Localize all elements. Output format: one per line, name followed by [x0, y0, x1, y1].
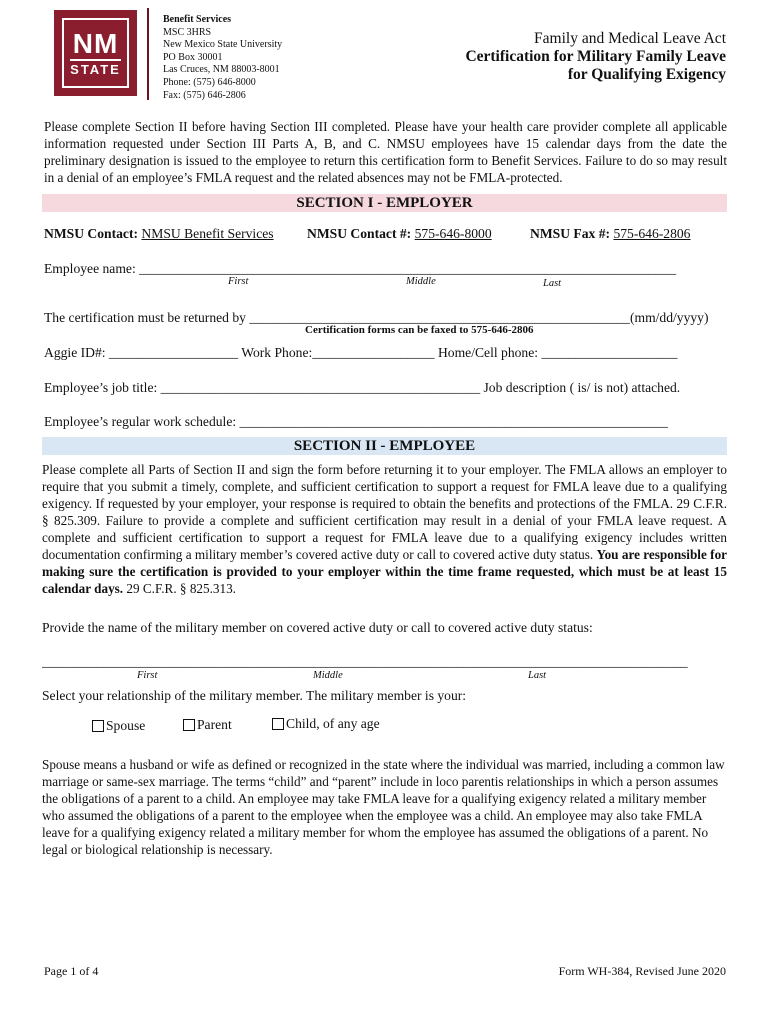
logo-state-text: STATE [70, 59, 121, 76]
address-block [163, 14, 282, 102]
fax-label: NMSU Fax #: [530, 226, 611, 241]
form-title [465, 30, 726, 84]
logo-nm-text: NM [72, 28, 119, 59]
address-line: New Mexico State University [163, 39, 283, 51]
contact-value: NMSU Benefit Services [141, 226, 274, 241]
address-line: Las Cruces, NM 88003-8001 [163, 64, 280, 76]
form-revision: Form WH-384, Revised June 2020 [558, 964, 726, 978]
parent-label: Parent [197, 717, 232, 732]
military-first-label: First [137, 670, 158, 681]
work-schedule-field[interactable]: Employee’s regular work schedule: _______________________________________________________________ [44, 414, 668, 429]
responsibility-text: You are responsible for making sure the certification is provided to your employer within the time frame requested, which must be at least 15 calendar days. [42, 547, 728, 596]
page-number: Page 1 of 4 [44, 964, 99, 978]
intro-paragraph: Please complete Section II before having Section III completed. Please have your health care provider complete all applicable information requested under Section III Parts A, B, and C. NMSU employees have 15 calendar days from the date the preliminary designation is issued to the employee to return this certification form to Benefit Services. Failure to do so may result in a denial of an employee’s FMLA request and the related absences may not be FMLA-protected. [44, 119, 727, 185]
contact-number-value: 575-646-8000 [414, 226, 492, 241]
parent-checkbox[interactable] [183, 717, 232, 733]
header-divider [147, 8, 149, 100]
address-line: MSC 3HRS [163, 26, 212, 38]
nmsu-contact-number [307, 226, 492, 242]
military-middle-label: Middle [313, 670, 343, 681]
name-last-label: Last [543, 278, 562, 289]
checkbox-icon[interactable] [272, 718, 284, 730]
nmsu-logo [54, 10, 137, 96]
spouse-label: Spouse [106, 718, 146, 733]
section-2-header: SECTION II - EMPLOYEE [42, 437, 727, 455]
employee-name-field[interactable]: Employee name: _______________________________________________________________________________ [44, 261, 677, 276]
section-2-text: Please complete all Parts of Section II and sign the form before returning it to your employer. The FMLA allows an employer to require that you submit a timely, complete, and sufficient certification to support a request for FMLA leave due to a qualifying exigency. If requested by your employer, your response is required to obtain the benefits and protections of the FMLA. 29 C.F.R. § 825.309. Failure to provide a complete and sufficient certification may result in a denial of your FMLA leave request. A complete and sufficient certification to support a request for FMLA leave due to a qualifying exigency includes written documentation confirming a military member’s covered active duty or call to covered active duty status. [42, 462, 727, 562]
address-phone: Phone: (575) 646-8000 [163, 76, 256, 88]
spouse-checkbox[interactable] [92, 718, 145, 734]
contact-number-label: NMSU Contact #: [307, 226, 412, 241]
child-checkbox[interactable] [272, 716, 380, 732]
nmsu-fax [530, 226, 690, 242]
job-title-field[interactable]: Employee’s job title: _______________________________________________ Job description ( is/ is not) attached. [44, 380, 681, 395]
nmsu-contact [44, 226, 274, 242]
child-label: Child, of any age [286, 716, 380, 731]
relationship-prompt: Select your relationship of the military member. The military member is your: [42, 688, 467, 703]
checkbox-icon[interactable] [92, 720, 104, 732]
definition-paragraph: Spouse means a husband or wife as defined or recognized in the state where the individual was married, including a common law marriage or same-sex marriage. The terms “child” and “parent” include in loco parentis relationships in which a person assumes the obligations of a parent to a child. An employee may take FMLA leave for a qualifying exigency related a military member who assumed the obligations of a parent to the employee when the employee was a child. An employee may also take FMLA leave for a qualifying exigency related a military member for whom the employee has assumed the obligations of a parent. No legal or biological relationship is necessary. [42, 757, 725, 857]
title-line-1: Family and Medical Leave Act [534, 30, 726, 47]
section-2-paragraph [42, 461, 727, 597]
checkbox-icon[interactable] [183, 719, 195, 731]
military-last-label: Last [528, 670, 547, 681]
title-line-2: Certification for Military Family Leave [465, 48, 726, 65]
name-middle-label: Middle [406, 276, 436, 287]
name-first-label: First [228, 276, 249, 287]
fax-note: Certification forms can be faxed to 575-646-2806 [305, 324, 534, 336]
address-line: PO Box 30001 [163, 51, 223, 63]
military-member-name-field[interactable]: _______________________________________________________________________________________________ [42, 654, 688, 669]
return-date-field[interactable]: The certification must be returned by ________________________________________________________(mm/dd/yyyy) [44, 310, 709, 325]
phone-ids-field[interactable]: Aggie ID#: ___________________ Work Phone:__________________ Home/Cell phone: ____________________ [44, 345, 678, 360]
military-member-prompt: Provide the name of the military member on covered active duty or call to covered active duty status: [42, 620, 593, 635]
title-line-3: for Qualifying Exigency [567, 66, 726, 83]
contact-label: NMSU Contact: [44, 226, 139, 241]
citation-text: 29 C.F.R. § 825.313. [123, 581, 236, 596]
dept-name: Benefit Services [163, 14, 232, 25]
section-1-header: SECTION I - EMPLOYER [42, 194, 727, 212]
fax-value: 575-646-2806 [613, 226, 691, 241]
address-fax: Fax: (575) 646-2806 [163, 89, 246, 101]
